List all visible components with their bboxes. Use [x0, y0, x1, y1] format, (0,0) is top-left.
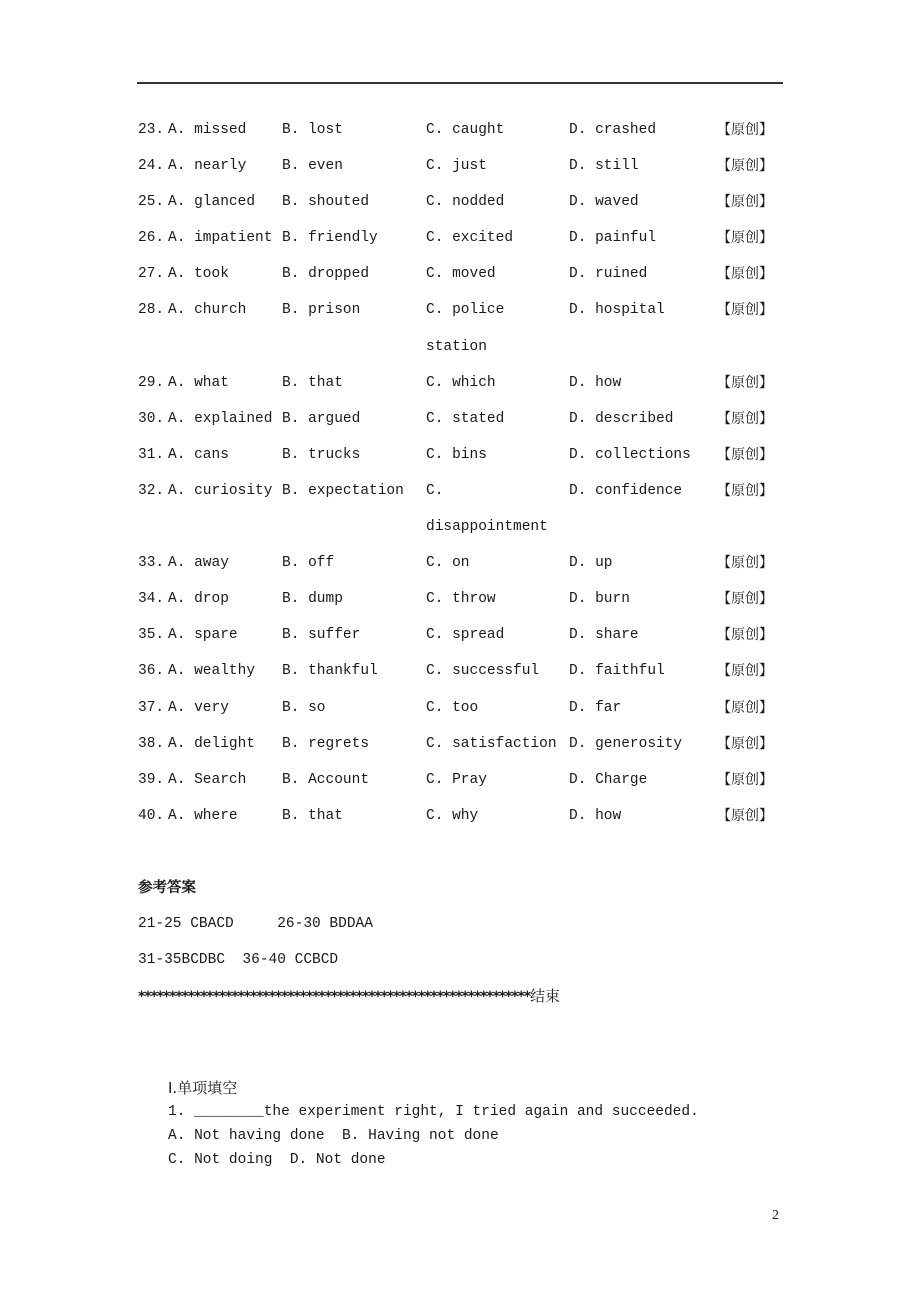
original-tag: 【原创】: [717, 158, 773, 175]
option-c: C. throw: [426, 591, 496, 608]
option-d: D. burn: [569, 591, 630, 608]
question-1: 1. ________the experiment right, I tried again and succeeded.: [168, 1104, 699, 1120]
option-c: C.: [426, 482, 444, 499]
end-label: 结束: [529, 987, 560, 1005]
option-c: C. moved: [426, 266, 496, 283]
option-a: A. spare: [168, 627, 238, 644]
option-b: B. expectation: [282, 482, 404, 499]
original-tag: 【原创】: [717, 302, 773, 319]
option-a: A. curiosity: [168, 482, 273, 499]
original-tag: 【原创】: [717, 735, 773, 752]
original-tag: 【原创】: [717, 699, 773, 716]
question-number: 25.: [138, 194, 165, 211]
option-c: C. excited: [426, 230, 514, 247]
question-number: 29.: [138, 374, 165, 391]
question-row: [138, 480, 788, 516]
question-number: 23.: [138, 122, 165, 138]
option-a: A. Search: [168, 771, 247, 788]
original-tag: 【原创】: [717, 591, 773, 608]
page-number: 2: [772, 1208, 779, 1223]
answer-key-title: 参考答案: [138, 880, 196, 896]
question-number: 38.: [138, 735, 165, 752]
option-b: B. regrets: [282, 735, 370, 752]
original-tag: 【原创】: [717, 410, 773, 427]
original-tag: 【原创】: [717, 771, 773, 788]
option-c: C. nodded: [426, 194, 505, 211]
option-b: B. shouted: [282, 194, 370, 211]
end-separator: [138, 985, 560, 1008]
option-a: A. delight: [168, 735, 256, 752]
single-choice-section: [168, 1077, 699, 1173]
option-d: D. confidence: [569, 482, 683, 499]
question-row: [138, 191, 788, 227]
option-d: D. faithful: [569, 663, 665, 680]
section-title: Ⅰ.单项填空: [168, 1079, 238, 1097]
question-row: [138, 624, 788, 660]
question-number: 28.: [138, 302, 165, 319]
option-c: C. bins: [426, 446, 487, 463]
option-b: B. dump: [282, 591, 343, 608]
question-row: [138, 263, 788, 299]
option-a: A. church: [168, 302, 247, 319]
option-b: B. off: [282, 555, 335, 572]
option-a: A. nearly: [168, 158, 247, 175]
question-number: 27.: [138, 266, 165, 283]
question-row: [138, 733, 788, 769]
question-number: 37.: [138, 699, 165, 716]
option-d: D. collections: [569, 446, 691, 463]
question-row: [138, 805, 788, 841]
original-tag: 【原创】: [717, 482, 773, 499]
option-b: B. argued: [282, 410, 361, 427]
original-tag: 【原创】: [717, 266, 773, 283]
option-c: C. on: [426, 555, 470, 572]
question-row: [138, 552, 788, 588]
question-row: [138, 299, 788, 335]
option-a: A. explained: [168, 410, 273, 427]
question-row-continuation: [138, 336, 788, 372]
original-tag: 【原创】: [717, 663, 773, 680]
question-row: [138, 769, 788, 805]
option-c: C. which: [426, 374, 496, 391]
option-b: B. Account: [282, 771, 370, 788]
answer-line-1: 21-25 CBACD 26-30 BDDAA: [138, 916, 373, 932]
option-b: B. thankful: [282, 663, 378, 680]
question-list: [138, 119, 788, 841]
option-d: D. far: [569, 699, 622, 716]
option-c-continuation: station: [426, 338, 487, 355]
option-d: D. up: [569, 555, 613, 572]
question-row: [138, 408, 788, 444]
question-1-options-cd: C. Not doing D. Not done: [168, 1152, 386, 1168]
option-b: B. even: [282, 158, 343, 175]
option-b: B. prison: [282, 302, 361, 319]
original-tag: 【原创】: [717, 122, 773, 138]
question-row: [138, 588, 788, 624]
question-number: 24.: [138, 158, 165, 175]
option-b: B. that: [282, 807, 343, 824]
option-c: C. spread: [426, 627, 505, 644]
option-c-continuation: disappointment: [426, 519, 548, 536]
question-row: [138, 119, 788, 155]
option-a: A. impatient: [168, 230, 273, 247]
star-rule: ***************************************************************: [138, 989, 530, 1005]
answer-line-2: 31-35BCDBC 36-40 CCBCD: [138, 952, 339, 968]
option-d: D. Charge: [569, 771, 648, 788]
option-a: A. missed: [168, 122, 247, 138]
option-d: D. hospital: [569, 302, 665, 319]
header-rule: [137, 82, 783, 84]
option-d: D. waved: [569, 194, 639, 211]
question-number: 30.: [138, 410, 165, 427]
option-c: C. Pray: [426, 771, 487, 788]
option-c: C. successful: [426, 663, 540, 680]
original-tag: 【原创】: [717, 627, 773, 644]
question-number: 32.: [138, 482, 165, 499]
question-number: 39.: [138, 771, 165, 788]
question-1-options-ab: A. Not having done B. Having not done: [168, 1128, 499, 1144]
option-a: A. drop: [168, 591, 229, 608]
question-row: [138, 660, 788, 696]
question-number: 35.: [138, 627, 165, 644]
question-number: 36.: [138, 663, 165, 680]
option-a: A. what: [168, 374, 229, 391]
question-row: [138, 227, 788, 263]
option-d: D. share: [569, 627, 639, 644]
option-a: A. took: [168, 266, 229, 283]
option-d: D. described: [569, 410, 674, 427]
option-b: B. lost: [282, 122, 343, 138]
question-number: 26.: [138, 230, 165, 247]
option-d: D. how: [569, 374, 622, 391]
option-b: B. so: [282, 699, 326, 716]
original-tag: 【原创】: [717, 807, 773, 824]
option-c: C. too: [426, 699, 479, 716]
original-tag: 【原创】: [717, 555, 773, 572]
option-a: A. cans: [168, 446, 229, 463]
question-number: 33.: [138, 555, 165, 572]
answer-key: [138, 877, 560, 1008]
question-number: 34.: [138, 591, 165, 608]
option-b: B. that: [282, 374, 343, 391]
option-c: C. caught: [426, 122, 505, 138]
original-tag: 【原创】: [717, 446, 773, 463]
option-d: D. painful: [569, 230, 657, 247]
original-tag: 【原创】: [717, 230, 773, 247]
question-row: [138, 697, 788, 733]
option-b: B. friendly: [282, 230, 378, 247]
original-tag: 【原创】: [717, 194, 773, 211]
option-a: A. wealthy: [168, 663, 256, 680]
original-tag: 【原创】: [717, 374, 773, 391]
question-number: 40.: [138, 807, 165, 824]
question-row: [138, 155, 788, 191]
option-b: B. dropped: [282, 266, 370, 283]
option-a: A. glanced: [168, 194, 256, 211]
option-b: B. trucks: [282, 446, 361, 463]
option-c: C. why: [426, 807, 479, 824]
option-c: C. satisfaction: [426, 735, 557, 752]
option-a: A. very: [168, 699, 229, 716]
option-d: D. how: [569, 807, 622, 824]
option-c: C. police: [426, 302, 505, 319]
option-d: D. still: [569, 158, 639, 175]
option-a: A. where: [168, 807, 238, 824]
question-row: [138, 444, 788, 480]
question-number: 31.: [138, 446, 165, 463]
option-d: D. generosity: [569, 735, 683, 752]
question-row-continuation: [138, 516, 788, 552]
option-d: D. crashed: [569, 122, 657, 138]
option-c: C. just: [426, 158, 487, 175]
option-b: B. suffer: [282, 627, 361, 644]
option-c: C. stated: [426, 410, 505, 427]
option-d: D. ruined: [569, 266, 648, 283]
option-a: A. away: [168, 555, 229, 572]
question-row: [138, 372, 788, 408]
